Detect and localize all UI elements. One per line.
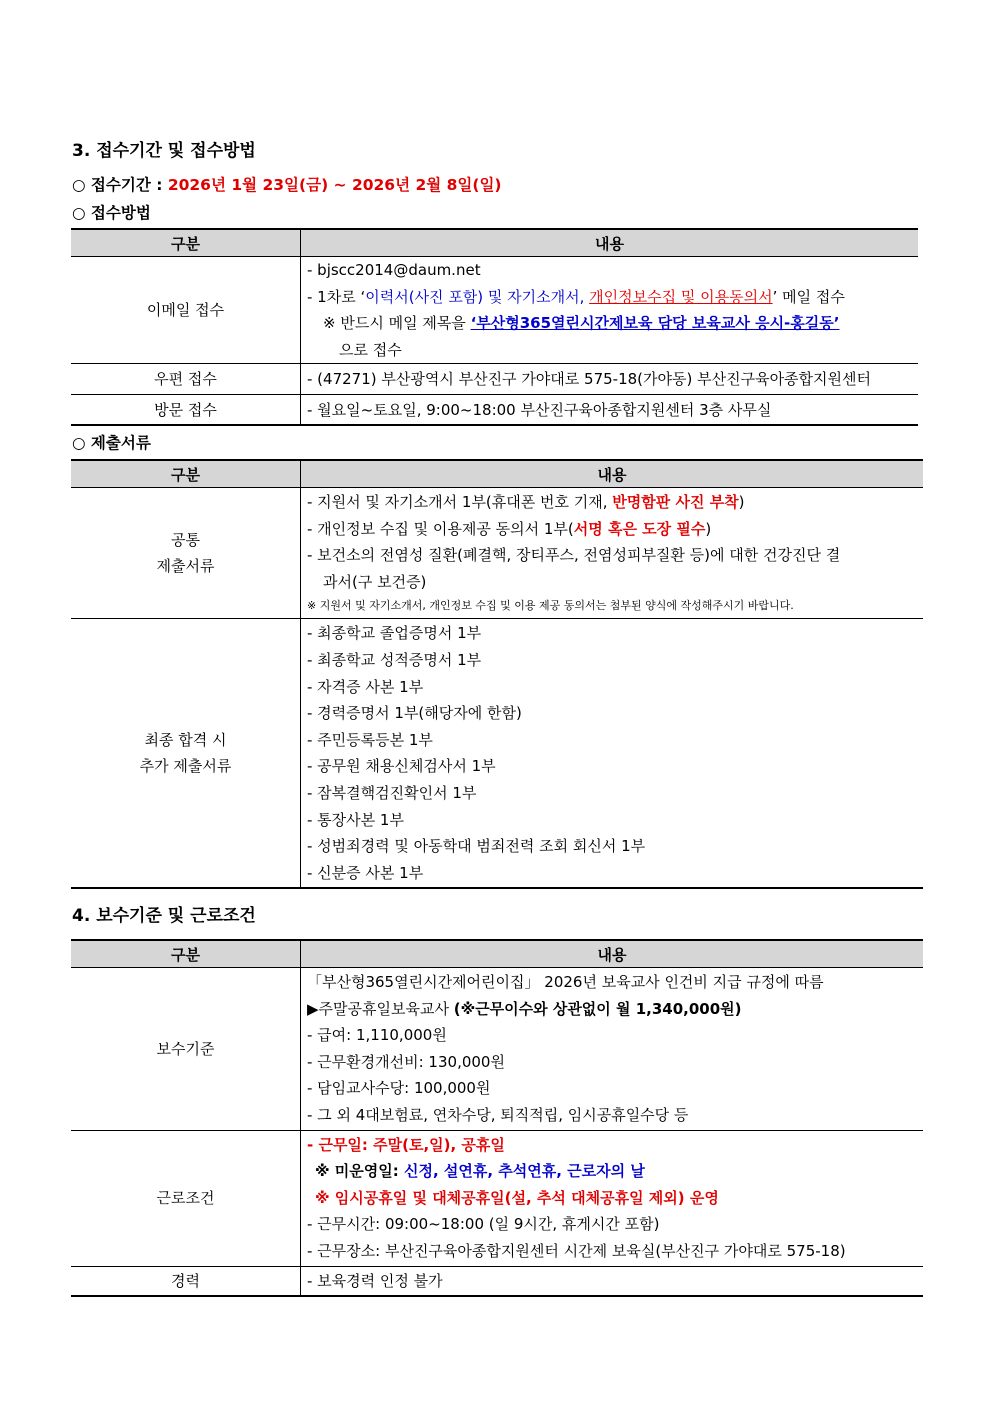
header-content: 내용 <box>301 460 924 488</box>
section3-title: 3. 접수기간 및 접수방법 <box>72 141 256 161</box>
reception-period <box>72 173 502 195</box>
list-item: - 신분증 사본 1부 <box>307 863 424 882</box>
docs-table <box>71 459 923 889</box>
table-row <box>71 257 918 364</box>
final-content <box>301 619 924 888</box>
visit-content: - 월요일~토요일, 9:00~18:00 부산진구육아종합지원센터 3층 사무실 <box>301 395 919 426</box>
list-item: - 잠복결핵검진확인서 1부 <box>307 783 477 802</box>
pay-total: ▶주말공휴일보육교사 (※근무이수와 상관없이 월 1,340,000원) <box>307 999 742 1018</box>
list-item: - 근무환경개선비: 130,000원 <box>307 1052 505 1071</box>
list-item: - 통장사본 1부 <box>307 810 404 829</box>
table-row <box>71 364 918 395</box>
header-category: 구분 <box>71 229 301 257</box>
table-row <box>71 488 923 619</box>
list-item: ※ 미운영일: 신정, 설연휴, 추석연휴, 근로자의 날 <box>315 1162 645 1181</box>
list-item: - 주민등록등본 1부 <box>307 730 433 749</box>
list-item: - 자격증 사본 1부 <box>307 677 424 696</box>
email-label: 이메일 접수 <box>71 257 301 364</box>
table-row <box>71 395 918 426</box>
pay-content <box>301 968 924 1131</box>
email-content <box>301 257 919 364</box>
work-content <box>301 1130 924 1266</box>
visit-label: 방문 접수 <box>71 395 301 426</box>
table-row <box>71 968 923 1131</box>
pay-rule: 「부산형365열린시간제어린이집」 2026년 보육교사 인건비 지급 규정에 따름 <box>307 973 824 991</box>
list-item: - 공무원 채용신체검사서 1부 <box>307 757 496 776</box>
email-line4: 으로 접수 <box>339 340 402 359</box>
list-item: - 성범죄경력 및 아동학대 범죄전력 조회 회신서 1부 <box>307 837 646 856</box>
career-content: - 보육경력 인정 불가 <box>301 1266 924 1296</box>
table-row <box>71 1266 923 1296</box>
list-item: - 급여: 1,110,000원 <box>307 1026 447 1045</box>
header-category: 구분 <box>71 460 301 488</box>
list-item: - 지원서 및 자기소개서 1부(휴대폰 번호 기재, 반명함판 사진 부착) <box>307 493 745 511</box>
list-item: - 근무장소: 부산진구육아종합지원센터 시간제 보육실(부산진구 가야대로 575-18) <box>307 1241 846 1260</box>
table-row <box>71 619 923 888</box>
career-label: 경력 <box>71 1266 301 1296</box>
list-item: - 그 외 4대보험료, 연차수당, 퇴직적립, 임시공휴일수당 등 <box>307 1105 689 1124</box>
list-item: - 개인정보 수집 및 이용제공 동의서 1부(서명 혹은 도장 필수) <box>307 519 712 538</box>
common-note: ※ 지원서 및 자기소개서, 개인정보 수집 및 이용 제공 동의서는 첨부된 양식에 작성해주시기 바랍니다. <box>307 599 794 613</box>
email-address: - bjscc2014@daum.net <box>307 261 481 279</box>
pay-table <box>71 939 923 1297</box>
list-item: - 최종학교 성적증명서 1부 <box>307 650 482 669</box>
header-content: 내용 <box>301 229 919 257</box>
list-item: - 경력증명서 1부(해당자에 한함) <box>307 704 522 723</box>
common-content <box>301 488 924 619</box>
list-item: - 보건소의 전염성 질환(폐결핵, 장티푸스, 전염성피부질환 등)에 대한 건강진단 결 <box>307 546 841 565</box>
post-label: 우편 접수 <box>71 364 301 395</box>
method-table <box>71 228 918 426</box>
work-label: 근로조건 <box>71 1130 301 1266</box>
list-item: 과서(구 보건증) <box>323 572 427 591</box>
header-category: 구분 <box>71 940 301 968</box>
list-item: - 근무일: 주말(토,일), 공휴일 <box>307 1135 505 1154</box>
post-content: - (47271) 부산광역시 부산진구 가야대로 575-18(가야동) 부산진구육아종합지원센터 <box>301 364 919 395</box>
pay-label: 보수기준 <box>71 968 301 1131</box>
list-item: - 최종학교 졸업증명서 1부 <box>307 624 482 643</box>
email-line2: - 1차로 ‘이력서(사진 포함) 및 자기소개서, 개인정보수집 및 이용동의서’ 메일 접수 <box>307 287 845 306</box>
list-item: - 담임교사수당: 100,000원 <box>307 1079 491 1098</box>
final-label: 최종 합격 시 추가 제출서류 <box>71 619 301 888</box>
period-label: ○ 접수기간 : <box>72 176 168 194</box>
docs-label: ○ 제출서류 <box>72 434 151 452</box>
common-label: 공통 제출서류 <box>71 488 301 619</box>
method-label: ○ 접수방법 <box>72 204 151 222</box>
table-row <box>71 1130 923 1266</box>
list-item: - 근무시간: 09:00~18:00 (일 9시간, 휴게시간 포함) <box>307 1215 660 1234</box>
period-value: 2026년 1월 23일(금) ~ 2026년 2월 8일(일) <box>167 176 502 194</box>
email-line3: ※ 반드시 메일 제목을 ‘부산형365열린시간제보육 담당 보육교사 응시-홍길동’ <box>323 314 840 333</box>
list-item: ※ 임시공휴일 및 대체공휴일(설, 추석 대체공휴일 제외) 운영 <box>315 1188 719 1207</box>
header-content: 내용 <box>301 940 924 968</box>
section4-title: 4. 보수기준 및 근로조건 <box>72 906 256 926</box>
